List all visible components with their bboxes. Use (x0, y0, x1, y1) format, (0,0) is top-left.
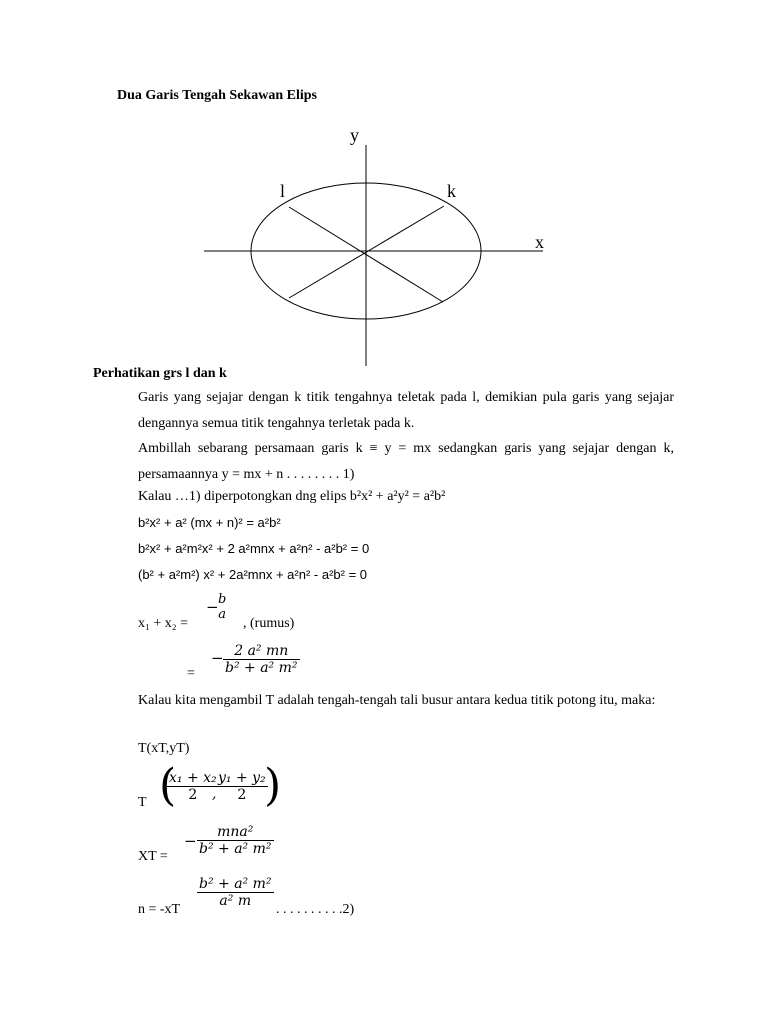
n-num: b² + a² m² (199, 876, 272, 892)
frac2-num: 2 a² mn (234, 643, 289, 659)
t-frac-2-den: 2 (216, 786, 268, 803)
t-frac-1-num: x₁ + x₂ (169, 770, 217, 786)
ellipse-figure (0, 0, 768, 380)
eq-kalau: Kalau …1) diperpotongkan dng elips b²x² + a²y² = a²b² (138, 489, 446, 504)
paragraph-1: Garis yang sejajar dengan k titik tengahnya teletak pada l, demikian pula garis yang sejajar dengannya semua titik tengahnya terletak pada k. (138, 390, 674, 431)
sum-minus: − (206, 598, 219, 616)
sum-den: a (218, 607, 227, 622)
paragraph-2: Ambillah sebarang persamaan garis k ≡ y = mx sedangkan garis yang sejajar dengan k, persamaannya y = mx + n . . . . . . . . 1) (138, 441, 674, 482)
eq-line-b: b²x² + a²m²x² + 2 a²mnx + a²n² - a²b² = 0 (138, 541, 370, 556)
label-y: y (350, 125, 359, 145)
t-frac-2-num: y₁ + y₂ (218, 770, 266, 786)
section-heading: Perhatikan grs l dan k (93, 366, 227, 381)
label-k: k (447, 181, 456, 201)
eq-line-a: b²x² + a² (mx + n)² = a²b² (138, 515, 281, 530)
xt-label: XT = (138, 849, 168, 864)
right-paren: ) (264, 760, 282, 811)
t-frac-1-den: 2 (167, 786, 219, 803)
document-title: Dua Garis Tengah Sekawan Elips (117, 88, 317, 103)
sum-num: b (218, 592, 227, 607)
frac2-den: b² + a² m² (225, 660, 298, 676)
left-paren: ( (159, 760, 177, 811)
label-l: l (280, 181, 286, 201)
frac2-minus: − (211, 649, 224, 667)
sum-label: x₁ + x₂ = (138, 616, 189, 631)
xt-fraction (197, 824, 274, 857)
t-comma: , (212, 786, 217, 802)
n-den: a² m (197, 892, 274, 909)
equals-sign: = (187, 666, 195, 681)
label-x: x (535, 232, 544, 252)
n-fraction (197, 876, 274, 909)
t-label: T (138, 795, 147, 810)
n-reference: . . . . . . . . . .2) (276, 902, 355, 917)
t-frac-1 (167, 770, 219, 803)
xt-den: b² + a² m² (199, 841, 272, 857)
sum-fraction (216, 592, 228, 622)
eq-line-c: (b² + a²m²) x² + 2a²mnx + a²n² - a²b² = 0 (138, 567, 368, 582)
t-frac-2 (216, 770, 268, 803)
rumus-note: , (rumus) (243, 616, 295, 631)
frac2-fraction (223, 643, 300, 676)
xt-num: mna² (217, 824, 254, 840)
paragraph-3: Kalau kita mengambil T adalah tengah-tengah tali busur antara kedua titik potong itu, maka: (138, 693, 656, 708)
t-coordinate: T(xT,yT) (138, 741, 190, 756)
n-label: n = -xT (138, 902, 181, 917)
xt-minus: − (184, 832, 197, 850)
